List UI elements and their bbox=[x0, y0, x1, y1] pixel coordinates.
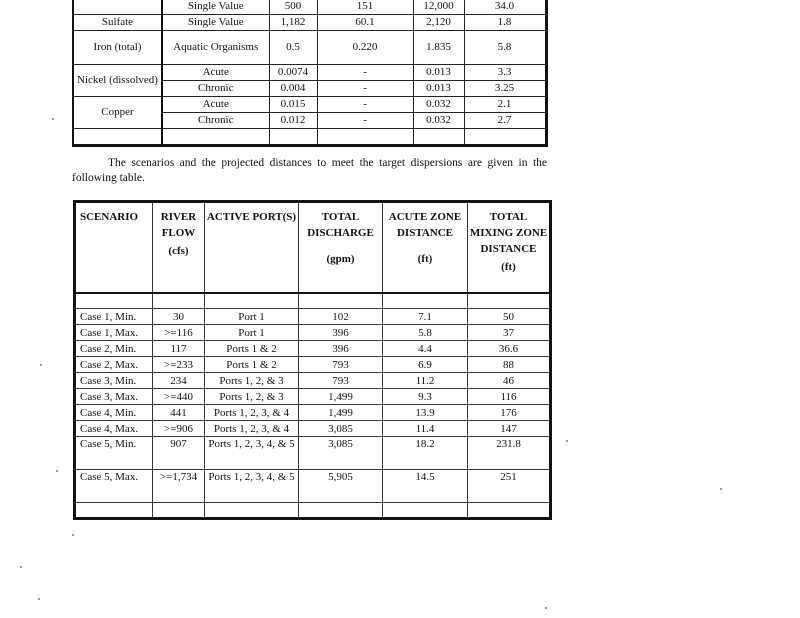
criteria-type-cell: Single Value bbox=[162, 0, 269, 15]
case-cell: Case 3, Min. bbox=[75, 373, 153, 389]
table-row-empty bbox=[73, 129, 546, 146]
value-cell: 0.015 bbox=[269, 97, 317, 113]
criteria-type-cell: Single Value bbox=[162, 15, 269, 31]
flow-cell: 30 bbox=[153, 309, 205, 325]
table-row bbox=[73, 65, 546, 81]
value-cell: 34.0 bbox=[464, 0, 546, 15]
case-cell: Case 5, Min. bbox=[75, 437, 153, 470]
table-row bbox=[75, 357, 551, 373]
case-cell: Case 4, Min. bbox=[75, 405, 153, 421]
acute-cell: 18.2 bbox=[383, 437, 468, 470]
acute-cell: 5.8 bbox=[383, 325, 468, 341]
ports-cell: Port 1 bbox=[205, 309, 299, 325]
case-cell: Case 3, Max. bbox=[75, 389, 153, 405]
column-header-scenario: SCENARIO bbox=[75, 202, 153, 293]
ports-cell: Port 1 bbox=[205, 325, 299, 341]
value-cell: - bbox=[317, 97, 413, 113]
acute-cell: 11.4 bbox=[383, 421, 468, 437]
scenario-table bbox=[73, 200, 552, 520]
discharge-cell: 793 bbox=[299, 357, 383, 373]
parameter-cell: Nickel (dissolved) bbox=[73, 65, 162, 97]
table-row bbox=[75, 373, 551, 389]
value-cell: 0.5 bbox=[269, 31, 317, 65]
value-cell: 0.220 bbox=[317, 31, 413, 65]
flow-cell: >=440 bbox=[153, 389, 205, 405]
scan-speck bbox=[545, 607, 547, 609]
flow-cell: 441 bbox=[153, 405, 205, 421]
case-cell: Case 4, Max. bbox=[75, 421, 153, 437]
scan-speck bbox=[38, 598, 40, 600]
criteria-type-cell: Chronic bbox=[162, 113, 269, 129]
table-row bbox=[73, 15, 546, 31]
mixing-cell: 231.8 bbox=[468, 437, 551, 470]
column-header-active-ports: ACTIVE PORT(S) bbox=[205, 202, 299, 293]
discharge-cell: 396 bbox=[299, 325, 383, 341]
column-header-river-flow: RIVER FLOW (cfs) bbox=[153, 202, 205, 293]
flow-cell: >=116 bbox=[153, 325, 205, 341]
discharge-cell: 5,905 bbox=[299, 470, 383, 503]
mixing-cell: 116 bbox=[468, 389, 551, 405]
value-cell: 60.1 bbox=[317, 15, 413, 31]
value-cell: 0.032 bbox=[413, 113, 464, 129]
table-row bbox=[75, 421, 551, 437]
table-row-empty bbox=[75, 293, 551, 309]
value-cell: - bbox=[317, 65, 413, 81]
acute-cell: 7.1 bbox=[383, 309, 468, 325]
scan-speck bbox=[40, 364, 42, 366]
scan-speck bbox=[720, 488, 722, 490]
table-row bbox=[75, 470, 551, 503]
table-row bbox=[75, 437, 551, 470]
criteria-type-cell: Aquatic Organisms bbox=[162, 31, 269, 65]
ports-cell: Ports 1, 2, & 3 bbox=[205, 389, 299, 405]
ports-cell: Ports 1, 2, 3, & 4 bbox=[205, 405, 299, 421]
flow-cell: 234 bbox=[153, 373, 205, 389]
criteria-table bbox=[72, 0, 548, 147]
scan-speck bbox=[72, 534, 74, 536]
value-cell: 500 bbox=[269, 0, 317, 15]
mixing-cell: 176 bbox=[468, 405, 551, 421]
value-cell: 1,182 bbox=[269, 15, 317, 31]
ports-cell: Ports 1, 2, 3, & 4 bbox=[205, 421, 299, 437]
mixing-cell: 88 bbox=[468, 357, 551, 373]
table-row bbox=[75, 325, 551, 341]
value-cell: 151 bbox=[317, 0, 413, 15]
paragraph-text: The scenarios and the projected distances to meet the target dispersions are given in the following table. bbox=[72, 157, 547, 184]
discharge-cell: 3,085 bbox=[299, 437, 383, 470]
ports-cell: Ports 1, 2, 3, 4, & 5 bbox=[205, 470, 299, 503]
discharge-cell: 1,499 bbox=[299, 389, 383, 405]
value-cell: - bbox=[317, 113, 413, 129]
value-cell: 5.8 bbox=[464, 31, 546, 65]
value-cell: 0.013 bbox=[413, 65, 464, 81]
value-cell: 0.032 bbox=[413, 97, 464, 113]
ports-cell: Ports 1, 2, 3, 4, & 5 bbox=[205, 437, 299, 470]
mixing-cell: 251 bbox=[468, 470, 551, 503]
discharge-cell: 396 bbox=[299, 341, 383, 357]
value-cell: 1.835 bbox=[413, 31, 464, 65]
case-cell: Case 2, Max. bbox=[75, 357, 153, 373]
acute-cell: 13.9 bbox=[383, 405, 468, 421]
parameter-cell: Iron (total) bbox=[73, 31, 162, 65]
value-cell: 0.013 bbox=[413, 81, 464, 97]
acute-cell: 4.4 bbox=[383, 341, 468, 357]
criteria-type-cell: Acute bbox=[162, 65, 269, 81]
value-cell: 3.3 bbox=[464, 65, 546, 81]
mixing-cell: 37 bbox=[468, 325, 551, 341]
acute-cell: 11.2 bbox=[383, 373, 468, 389]
scan-speck bbox=[20, 566, 22, 568]
value-cell: - bbox=[317, 81, 413, 97]
case-cell: Case 5, Max. bbox=[75, 470, 153, 503]
parameter-cell: Copper bbox=[73, 97, 162, 129]
ports-cell: Ports 1, 2, & 3 bbox=[205, 373, 299, 389]
mixing-cell: 147 bbox=[468, 421, 551, 437]
flow-cell: >=906 bbox=[153, 421, 205, 437]
column-header-acute-zone: ACUTE ZONE DISTANCE (ft) bbox=[383, 202, 468, 293]
scan-speck bbox=[56, 470, 58, 472]
ports-cell: Ports 1 & 2 bbox=[205, 357, 299, 373]
mixing-cell: 36.6 bbox=[468, 341, 551, 357]
table-row bbox=[75, 341, 551, 357]
table-row bbox=[73, 31, 546, 65]
acute-cell: 6.9 bbox=[383, 357, 468, 373]
table-row bbox=[73, 0, 546, 15]
discharge-cell: 1,499 bbox=[299, 405, 383, 421]
value-cell: 3.25 bbox=[464, 81, 546, 97]
table-row bbox=[75, 389, 551, 405]
value-cell: 2.1 bbox=[464, 97, 546, 113]
discharge-cell: 3,085 bbox=[299, 421, 383, 437]
parameter-cell: Sulfate bbox=[73, 15, 162, 31]
parameter-cell bbox=[73, 0, 162, 15]
table-row bbox=[75, 309, 551, 325]
flow-cell: 907 bbox=[153, 437, 205, 470]
flow-cell: 117 bbox=[153, 341, 205, 357]
scan-speck bbox=[566, 440, 568, 442]
ports-cell: Ports 1 & 2 bbox=[205, 341, 299, 357]
flow-cell: >=233 bbox=[153, 357, 205, 373]
mixing-cell: 50 bbox=[468, 309, 551, 325]
table-row-empty bbox=[75, 503, 551, 519]
discharge-cell: 793 bbox=[299, 373, 383, 389]
acute-cell: 14.5 bbox=[383, 470, 468, 503]
scan-speck bbox=[52, 118, 54, 120]
value-cell: 0.0074 bbox=[269, 65, 317, 81]
value-cell: 12,000 bbox=[413, 0, 464, 15]
table-row bbox=[73, 97, 546, 113]
value-cell: 2.7 bbox=[464, 113, 546, 129]
column-header-total-discharge: TOTAL DISCHARGE (gpm) bbox=[299, 202, 383, 293]
flow-cell: >=1,734 bbox=[153, 470, 205, 503]
column-header-mixing-zone: TOTAL MIXING ZONE DISTANCE (ft) bbox=[468, 202, 551, 293]
value-cell: 2,120 bbox=[413, 15, 464, 31]
criteria-type-cell: Acute bbox=[162, 97, 269, 113]
value-cell: 0.004 bbox=[269, 81, 317, 97]
table-header-row bbox=[75, 202, 551, 293]
case-cell: Case 1, Min. bbox=[75, 309, 153, 325]
mixing-cell: 46 bbox=[468, 373, 551, 389]
case-cell: Case 1, Max. bbox=[75, 325, 153, 341]
table-row bbox=[75, 405, 551, 421]
criteria-type-cell: Chronic bbox=[162, 81, 269, 97]
body-paragraph bbox=[72, 156, 547, 186]
value-cell: 1.8 bbox=[464, 15, 546, 31]
case-cell: Case 2, Min. bbox=[75, 341, 153, 357]
discharge-cell: 102 bbox=[299, 309, 383, 325]
value-cell: 0.012 bbox=[269, 113, 317, 129]
acute-cell: 9.3 bbox=[383, 389, 468, 405]
